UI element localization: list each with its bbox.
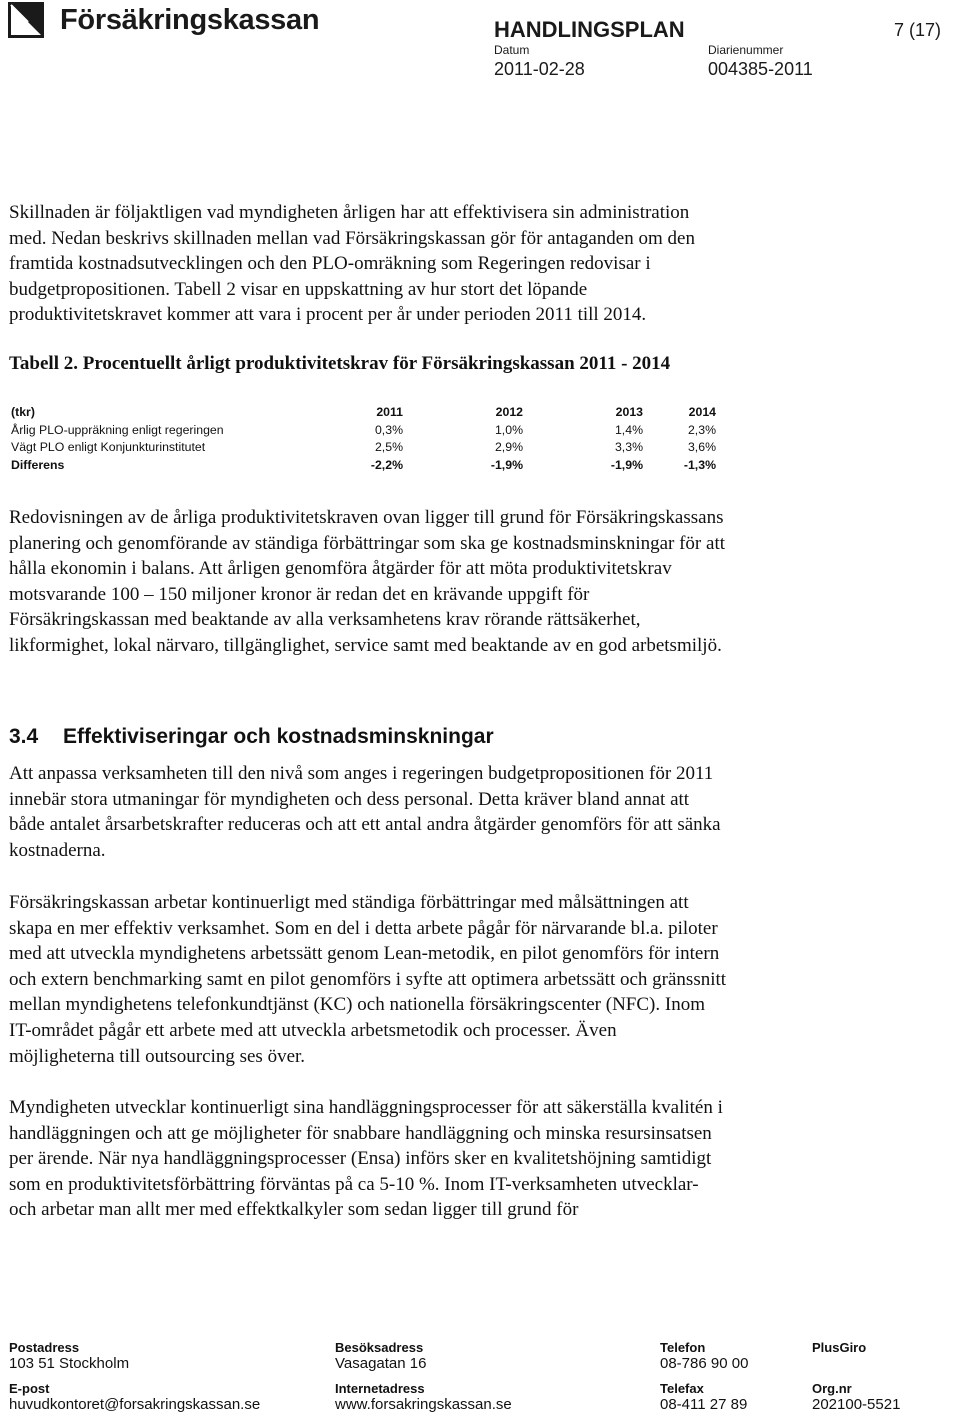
table-cell: -2,2%	[370, 457, 403, 472]
footer-email-label: E-post	[9, 1381, 50, 1396]
text-line: Att anpassa verksamheten till den nivå som anges i regeringen budgetpropositionen för 2011	[9, 763, 714, 784]
text-line: planering och genomförande av ständiga förbättringar som ska ge kostnadsminskningar för att	[9, 532, 725, 554]
text-line: med att utveckla myndighetens arbetssätt genom Lean-metodik, en pilot genomförs för intern	[9, 943, 720, 965]
table-cell: 2,3%	[687, 422, 716, 437]
section-number: 3.4	[9, 725, 39, 748]
text-line: likformighet, lokal närvaro, tillgänglighet, service samt med beaktande av en god arbetsmiljö.	[9, 634, 722, 656]
footer-fax-label: Telefax	[660, 1381, 704, 1396]
footer-visit-label: Besöksadress	[335, 1340, 424, 1355]
table-row	[11, 439, 731, 457]
footer-giro-label: PlusGiro	[812, 1340, 867, 1355]
text-line: motsvarande 100 – 150 miljoner kronor är redan det en krävande uppgift för	[9, 583, 590, 605]
table-cell: 3,3%	[614, 440, 643, 454]
text-line: kostnaderna.	[9, 839, 106, 861]
table-header-cell: 2014	[688, 405, 716, 419]
table-cell: -1,9%	[610, 457, 643, 472]
date-value: 2011-02-28	[494, 59, 585, 79]
table-row	[11, 422, 731, 440]
table-cell: -1,3%	[683, 457, 716, 472]
table-commentary-paragraph	[9, 505, 949, 659]
text-line: hålla ekonomin i balans. Att årligen genomföra åtgärder för att möta produktivitetskrav	[9, 558, 672, 580]
footer-web-value: www.forsakringskassan.se	[335, 1396, 512, 1413]
footer-visit-value: Vasagatan 16	[335, 1355, 427, 1372]
text-line: framtida kostnadsutvecklingen och den PLO-omräkning som Regeringen redovisar i	[9, 253, 651, 275]
text-line: handläggningen och att ge möjligheter för snabbare handläggning och minska resursinsatsen	[9, 1122, 712, 1144]
reference-number-label: Diarienummer	[708, 43, 784, 57]
footer-org-value: 202100-5521	[812, 1396, 901, 1413]
date-label: Datum	[494, 43, 530, 57]
text-line: IT-området pågår ett arbete med att utveckla arbetsmetodik och processer. Även	[9, 1019, 617, 1041]
document-type: HANDLINGSPLAN	[494, 17, 685, 42]
reference-number-value: 004385-2011	[708, 59, 813, 79]
table-cell: 1,4%	[614, 422, 643, 437]
logo-text: Försäkringskassan	[60, 4, 320, 36]
footer-postal-value: 103 51 Stockholm	[9, 1355, 130, 1372]
text-line: möjligheterna till outsourcing ses över.	[9, 1045, 306, 1067]
table-header-cell: (tkr)	[11, 405, 35, 419]
text-line: Försäkringskassan arbetar kontinuerligt med ständiga förbättringar med målsättningen att	[9, 892, 689, 913]
text-line: produktivitetskravet kommer att vara i procent per år under perioden 2011 till 2014.	[9, 304, 647, 326]
text-line: Myndigheten utvecklar kontinuerligt sina handläggningsprocesser för att säkerställa kvalitén i	[9, 1097, 723, 1118]
text-line: skapa en mer effektiv verksamhet. Som en del i detta arbete pågår för närvarande bl.a. piloter	[9, 917, 718, 939]
text-line: och extern benchmarking samt en pilot genomförs i syfte att optimera arbetssätt och gränssnitt	[9, 968, 727, 990]
footer-email-value: huvudkontoret@forsakringskassan.se	[9, 1396, 261, 1413]
text-line: mellan myndighetens telefonkundtjänst (KC) och nationella försäkringscenter (NFC). Inom	[9, 994, 705, 1016]
table-header-cell: 2012	[495, 405, 523, 419]
section-title: Effektiviseringar och kostnadsminskningar	[63, 725, 494, 748]
table-cell: Årlig PLO-uppräkning enligt regeringen	[11, 422, 224, 437]
page-number: 7 (17)	[894, 20, 942, 40]
productivity-table	[11, 404, 731, 474]
table-header-cell: 2011	[376, 405, 403, 419]
footer-fax-value: 08-411 27 89	[660, 1396, 748, 1413]
intro-paragraph	[9, 200, 949, 328]
section-paragraph	[9, 761, 949, 863]
section-heading	[9, 725, 494, 749]
text-line: innebär stora utmaningar för myndigheten och dess personal. Detta kräver bland annat att	[9, 788, 690, 810]
text-line: per ärende. När nya handläggningsprocesser (Ensa) införs sker en kvalitetshöjning samtidigt	[9, 1148, 712, 1170]
table-cell: 2,5%	[374, 440, 403, 454]
table-cell: Differens	[11, 457, 65, 472]
text-line: och arbetar man allt mer med effektkalkyler som sedan ligger till grund för	[9, 1199, 579, 1221]
table-cell: 2,9%	[494, 440, 523, 454]
table-cell: Vägt PLO enligt Konjunkturinstitutet	[11, 440, 206, 454]
table-header-cell: 2013	[615, 405, 643, 419]
footer-web-label: Internetadress	[335, 1381, 425, 1396]
text-line: Skillnaden är följaktligen vad myndigheten årligen har att effektivisera sin administration	[9, 202, 690, 223]
footer-phone-label: Telefon	[660, 1340, 706, 1355]
text-line: budgetpropositionen. Tabell 2 visar en uppskattning av hur stort det löpande	[9, 278, 588, 300]
text-line: Redovisningen av de årliga produktivitetskraven ovan ligger till grund för Försäkringskassans	[9, 507, 724, 528]
table-cell: 1,0%	[494, 422, 523, 437]
footer-postal-label: Postadress	[9, 1340, 80, 1355]
footer-org-label: Org.nr	[812, 1381, 852, 1396]
section-paragraph	[9, 1095, 949, 1223]
logo-mark-icon	[8, 2, 44, 38]
table-cell: -1,9%	[490, 457, 523, 472]
table-header-row	[11, 404, 731, 422]
text-line: med. Nedan beskrivs skillnaden mellan vad Försäkringskassan gör för antaganden om den	[9, 227, 695, 249]
table-cell: 0,3%	[374, 422, 403, 437]
table-cell: 3,6%	[687, 440, 716, 454]
table-total-row	[11, 457, 731, 475]
footer-phone-value: 08-786 90 00	[660, 1355, 749, 1372]
section-paragraph	[9, 890, 949, 1069]
text-line: som en produktivitetsförbättring förväntas på ca 5-10 %. Inom IT-verksamheten utvecklar-	[9, 1173, 699, 1195]
logo	[8, 2, 338, 42]
table-caption: Tabell 2. Procentuellt årligt produktivitetskrav för Försäkringskassan 2011 - 2014	[9, 353, 671, 374]
text-line: både antalet årsarbetskrafter reduceras och att ett antal andra åtgärder genomförs för att sänka	[9, 814, 721, 836]
text-line: Försäkringskassan med beaktande av alla verksamhetens krav rörande rättsäkerhet,	[9, 609, 641, 631]
